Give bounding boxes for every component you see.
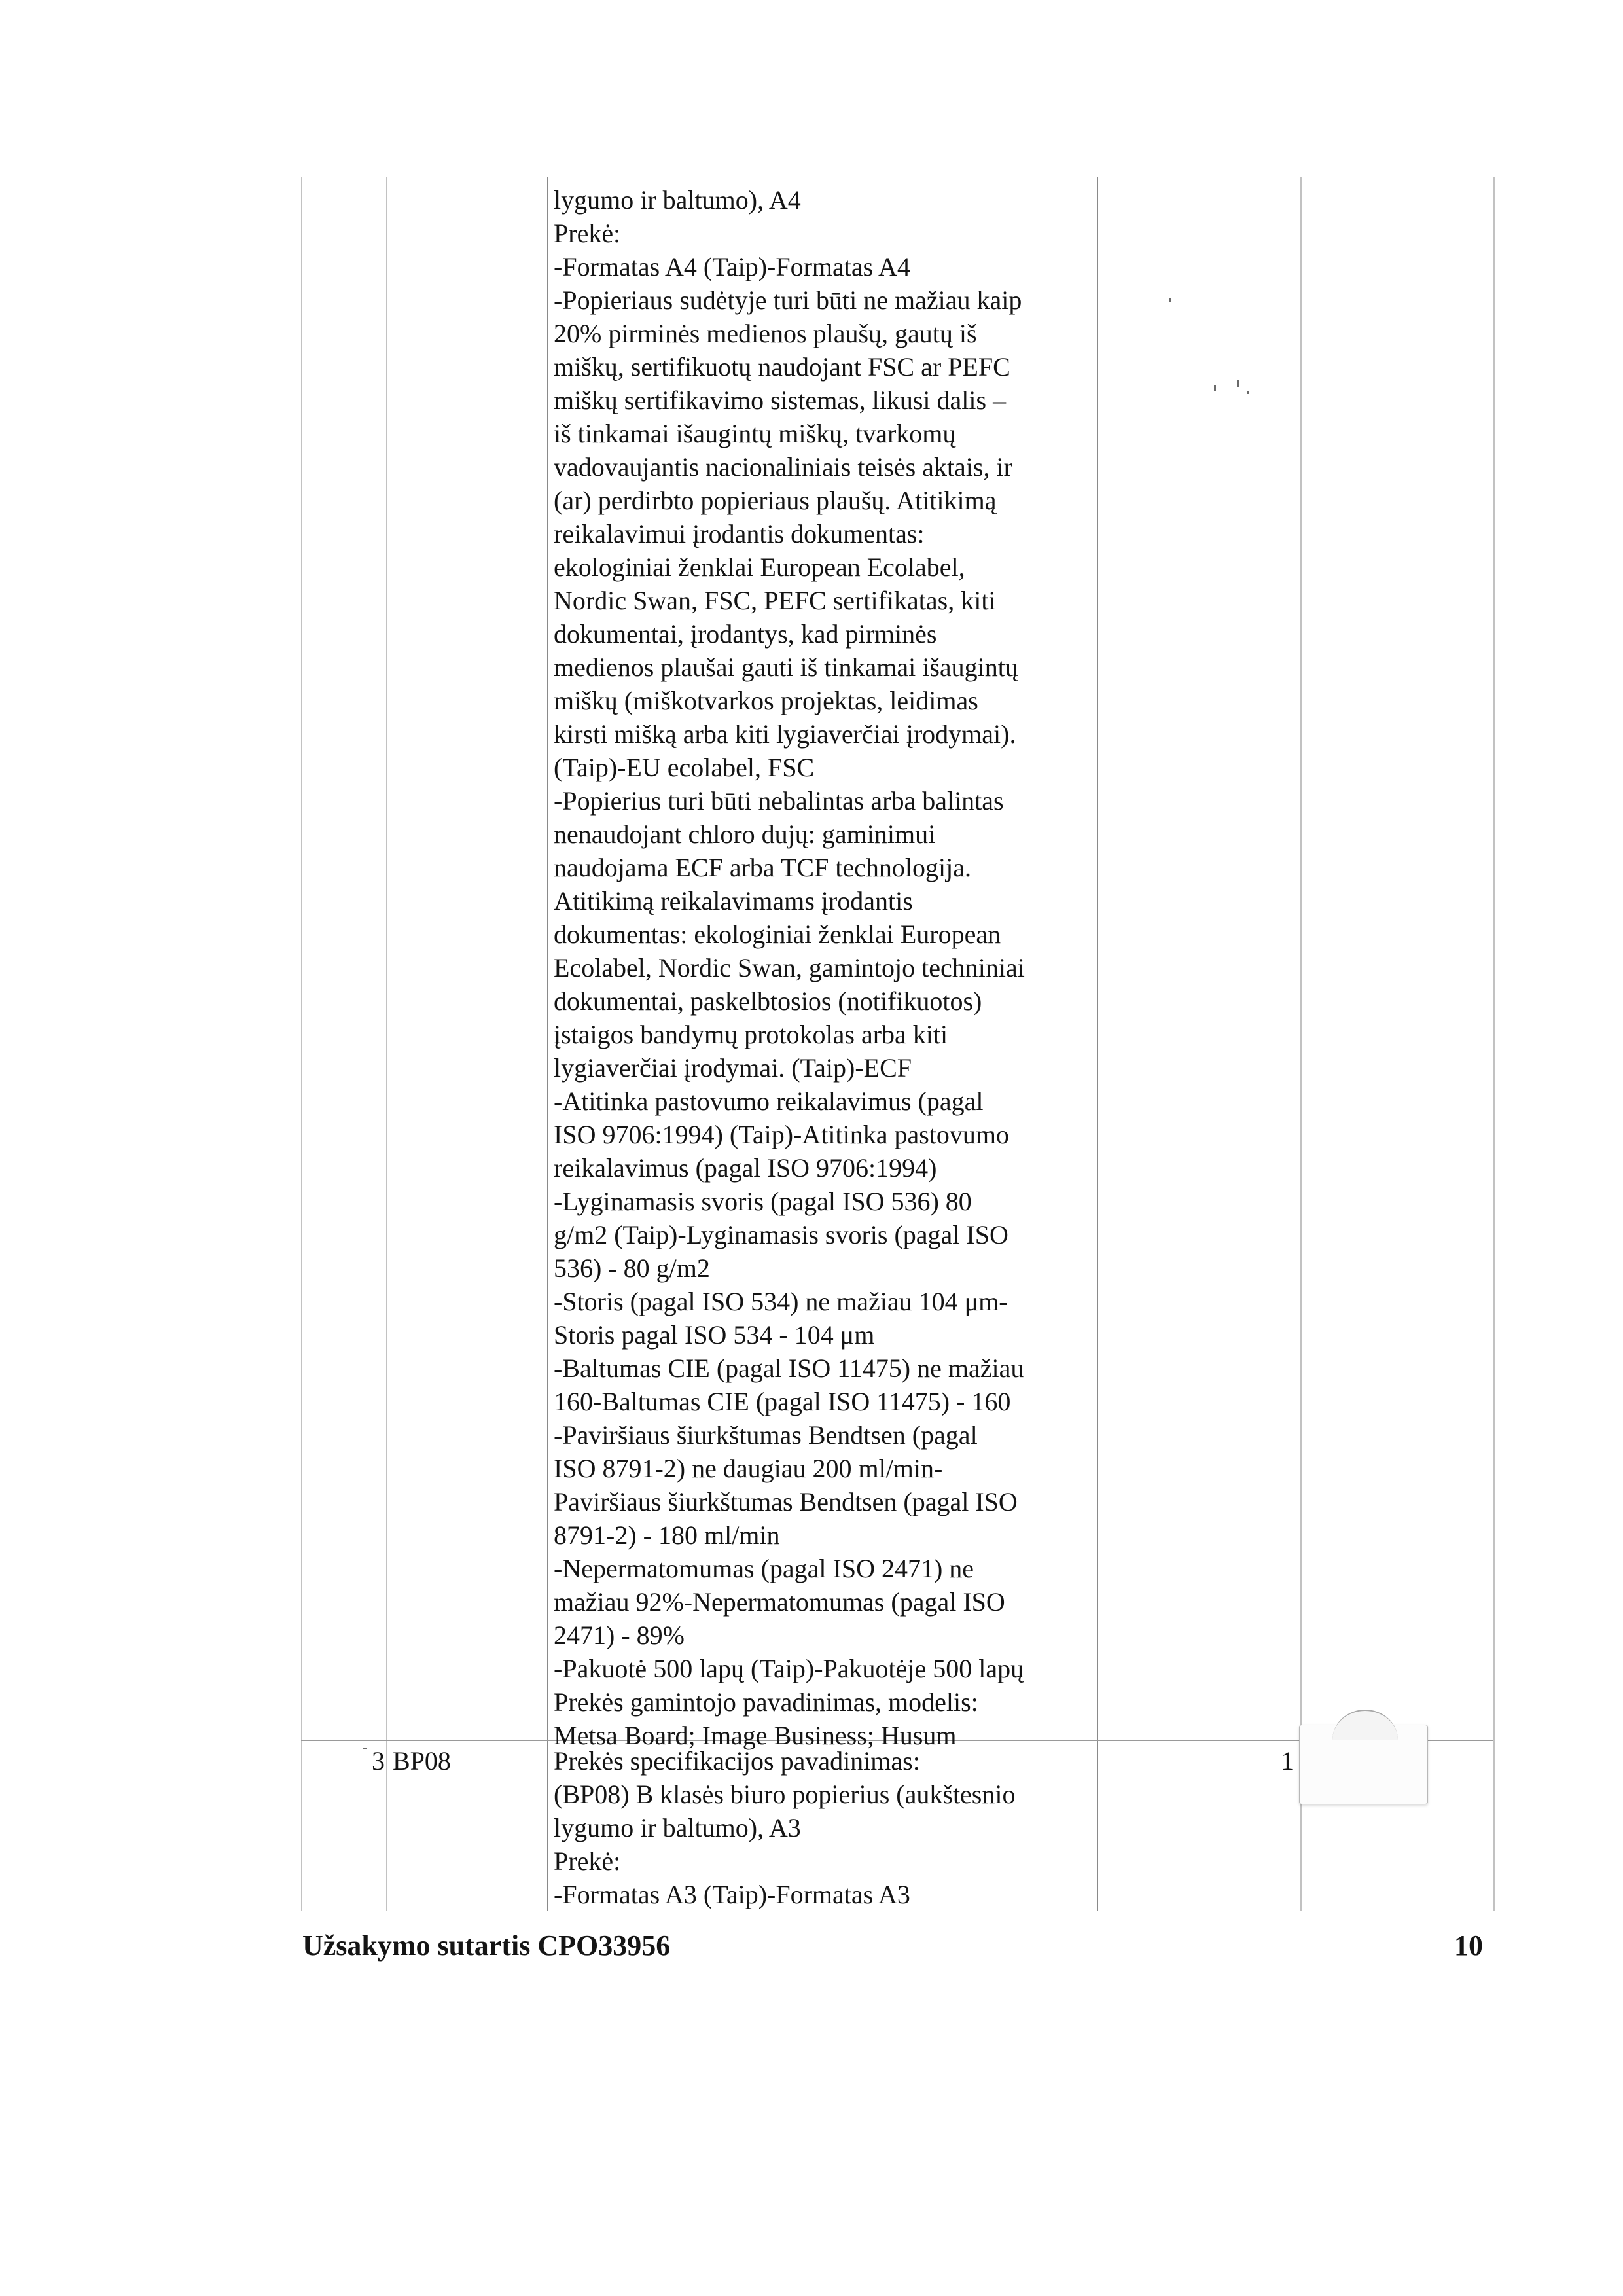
description-line: Prekė: bbox=[554, 219, 621, 248]
contract-footer-label: Užsakymo sutartis CPO33956 bbox=[302, 1929, 671, 1962]
description-line: Paviršiaus šiurkštumas Bendtsen (pagal ISO bbox=[554, 1487, 1018, 1516]
description-line: 160-Baltumas CIE (pagal ISO 11475) - 160 bbox=[554, 1387, 1011, 1416]
description-line: reikalavimui įrodantis dokumentas: bbox=[554, 519, 925, 548]
scan-speck bbox=[363, 1748, 367, 1749]
page-number: 10 bbox=[1454, 1929, 1483, 1962]
description-line: iš tinkamai išaugintų miškų, tvarkomų bbox=[554, 419, 956, 448]
description-line: -Lyginamasis svoris (pagal ISO 536) 80 bbox=[554, 1187, 972, 1216]
description-line: Nordic Swan, FSC, PEFC sertifikatas, kiti bbox=[554, 586, 996, 615]
description-line: (BP08) B klasės biuro popierius (aukštesnio bbox=[554, 1780, 1016, 1809]
quantity-value: 1 bbox=[1281, 1746, 1294, 1776]
column-divider-description bbox=[1097, 177, 1098, 1911]
description-line: įstaigos bandymų protokolas arba kiti bbox=[554, 1020, 948, 1049]
description-line: (Taip)-EU ecolabel, FSC bbox=[554, 753, 815, 782]
description-line: reikalavimus (pagal ISO 9706:1994) bbox=[554, 1153, 937, 1183]
description-line: (ar) perdirbto popieriaus plaušų. Atitikimą bbox=[554, 486, 997, 515]
description-line: 8791-2) - 180 ml/min bbox=[554, 1520, 780, 1550]
description-line: dokumentas: ekologiniai ženklai European bbox=[554, 920, 1001, 949]
description-line: Prekės specifikacijos pavadinimas: bbox=[554, 1746, 920, 1776]
description-line: -Pakuotė 500 lapų (Taip)-Pakuotėje 500 lapų bbox=[554, 1654, 1024, 1683]
item-code: BP08 bbox=[393, 1746, 451, 1776]
table-border-left bbox=[301, 177, 302, 1911]
description-line: g/m2 (Taip)-Lyginamasis svoris (pagal ISO bbox=[554, 1220, 1008, 1249]
description-cell-continued bbox=[554, 183, 1097, 1752]
attached-label-sticker bbox=[1299, 1725, 1428, 1804]
row-number: 3 bbox=[372, 1746, 385, 1776]
description-line: mažiau 92%-Nepermatomumas (pagal ISO bbox=[554, 1587, 1005, 1617]
description-line: nenaudojant chloro dujų: gaminimui bbox=[554, 819, 936, 849]
scan-speck bbox=[1247, 391, 1249, 394]
description-line: medienos plaušai gauti iš tinkamai išaugintų bbox=[554, 653, 1018, 682]
description-line: Storis pagal ISO 534 - 104 μm bbox=[554, 1320, 875, 1350]
description-line: Metsa Board; Image Business; Husum bbox=[554, 1721, 957, 1750]
description-line: lygiaverčiai įrodymai. (Taip)-ECF bbox=[554, 1053, 912, 1083]
description-line: vadovaujantis nacionaliniais teisės aktais, ir bbox=[554, 452, 1012, 482]
scan-speck bbox=[1214, 385, 1216, 391]
scan-speck bbox=[1169, 298, 1171, 302]
column-divider-number bbox=[386, 177, 387, 1911]
description-line: ekologiniai ženklai European Ecolabel, bbox=[554, 552, 965, 582]
description-line: Ecolabel, Nordic Swan, gamintojo techniniai bbox=[554, 953, 1025, 982]
description-line: -Formatas A3 (Taip)-Formatas A3 bbox=[554, 1880, 910, 1909]
description-line: 536) - 80 g/m2 bbox=[554, 1253, 710, 1283]
description-cell bbox=[554, 1744, 1097, 1911]
description-line: Prekė: bbox=[554, 1846, 621, 1876]
description-line: miškų (miškotvarkos projektas, leidimas bbox=[554, 686, 978, 715]
description-line: Atitikimą reikalavimams įrodantis bbox=[554, 886, 913, 916]
description-line: -Popierius turi būti nebalintas arba balintas bbox=[554, 786, 1004, 816]
description-line: -Storis (pagal ISO 534) ne mažiau 104 μm- bbox=[554, 1287, 1008, 1316]
description-line: ISO 9706:1994) (Taip)-Atitinka pastovumo bbox=[554, 1120, 1009, 1149]
description-line: -Baltumas CIE (pagal ISO 11475) ne mažiau bbox=[554, 1354, 1024, 1383]
description-line: lygumo ir baltumo), A3 bbox=[554, 1813, 801, 1842]
description-line: 2471) - 89% bbox=[554, 1621, 685, 1650]
description-line: -Formatas A4 (Taip)-Formatas A4 bbox=[554, 252, 910, 281]
sticker-tab bbox=[1332, 1710, 1398, 1740]
description-line: -Popieriaus sudėtyje turi būti ne mažiau kaip bbox=[554, 285, 1022, 315]
description-line: naudojama ECF arba TCF technologija. bbox=[554, 853, 972, 882]
description-line: -Nepermatomumas (pagal ISO 2471) ne bbox=[554, 1554, 974, 1583]
description-line: Prekės gamintojo pavadinimas, modelis: bbox=[554, 1687, 978, 1717]
table-border-right bbox=[1493, 177, 1495, 1911]
description-line: miškų sertifikavimo sistemas, likusi dalis – bbox=[554, 386, 1007, 415]
description-line: 20% pirminės medienos plaušų, gautų iš bbox=[554, 319, 977, 348]
description-line: miškų, sertifikuotų naudojant FSC ar PEFC bbox=[554, 352, 1010, 382]
description-line: dokumentai, paskelbtosios (notifikuotos) bbox=[554, 986, 982, 1016]
column-divider-code bbox=[547, 177, 548, 1911]
description-line: kirsti mišką arba kiti lygiaverčiai įrodymai). bbox=[554, 719, 1016, 749]
description-line: -Atitinka pastovumo reikalavimus (pagal bbox=[554, 1086, 984, 1116]
description-line: ISO 8791-2) ne daugiau 200 ml/min- bbox=[554, 1454, 943, 1483]
scan-speck bbox=[1237, 380, 1239, 387]
description-line: -Paviršiaus šiurkštumas Bendtsen (pagal bbox=[554, 1420, 978, 1450]
description-line: lygumo ir baltumo), A4 bbox=[554, 185, 801, 215]
description-line: dokumentai, įrodantys, kad pirminės bbox=[554, 619, 937, 649]
column-divider-unit bbox=[1300, 177, 1302, 1911]
